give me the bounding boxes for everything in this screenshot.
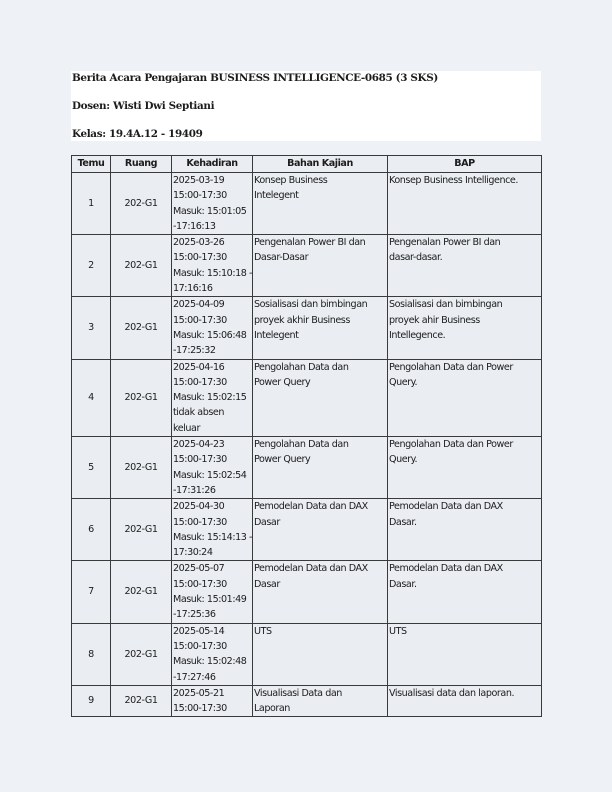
cell-kehadiran-line: 15:00-17:30 <box>173 640 227 652</box>
cell-bahan-kajian <box>253 437 388 499</box>
cell-kehadiran <box>172 297 253 359</box>
cell-kehadiran-line: 15:00-17:30 <box>173 376 227 388</box>
cell-bap <box>388 623 542 685</box>
cell-kehadiran-line: Masuk: 15:01:05 <box>173 205 247 217</box>
cell-bap-line: Visualisasi data dan laporan. <box>389 687 515 699</box>
document-title: Berita Acara Pengajaran BUSINESS INTELLIGENCE-0685 (3 SKS) <box>72 72 438 84</box>
cell-bap-line: Dasar. <box>389 516 417 528</box>
cell-bahan-kajian <box>253 297 388 359</box>
cell-temu: 2 <box>72 235 111 297</box>
cell-kehadiran <box>172 235 253 297</box>
cell-kehadiran-line: -17:16:13 <box>173 220 216 232</box>
cell-kehadiran-line: -17:25:32 <box>173 345 216 357</box>
cell-bap <box>388 173 542 235</box>
cell-kehadiran <box>172 359 253 436</box>
cell-bahan-kajian-line: Pengolahan Data dan <box>254 439 349 451</box>
cell-ruang: 202-G1 <box>111 561 172 623</box>
cell-bahan-kajian-line: Sosialisasi dan bimbingan <box>254 299 368 311</box>
cell-bahan-kajian-line: UTS <box>254 625 272 637</box>
cell-temu: 8 <box>72 623 111 685</box>
cell-bahan-kajian <box>253 685 388 717</box>
cell-bahan-kajian-line: Power Query <box>254 454 311 466</box>
cell-bahan-kajian-line: Pengenalan Power BI dan <box>254 237 366 249</box>
cell-kehadiran-line: -17:25:36 <box>173 609 216 621</box>
cell-kehadiran-line: keluar <box>173 422 200 434</box>
cell-kehadiran-line: Masuk: 15:02:15 <box>173 392 247 404</box>
cell-kehadiran-line: Masuk: 15:02:48 <box>173 656 247 668</box>
table-header-row <box>72 156 542 173</box>
cell-ruang: 202-G1 <box>111 359 172 436</box>
cell-bap-line: Pengolahan Data dan Power <box>389 361 513 373</box>
cell-temu: 5 <box>72 437 111 499</box>
cell-ruang: 202-G1 <box>111 499 172 561</box>
cell-kehadiran-line: 17:16:16 <box>173 283 213 295</box>
cell-bap-line: Sosialisasi dan bimbingan <box>389 299 503 311</box>
cell-kehadiran-line: 2025-04-16 <box>173 361 225 373</box>
cell-kehadiran-line: 2025-05-21 <box>173 687 225 699</box>
cell-temu: 1 <box>72 173 111 235</box>
cell-kehadiran-line: 17:30:24 <box>173 547 213 559</box>
cell-ruang: 202-G1 <box>111 173 172 235</box>
cell-kehadiran <box>172 499 253 561</box>
cell-bahan-kajian <box>253 561 388 623</box>
cell-kehadiran-line: Masuk: 15:14:13 - <box>173 531 253 543</box>
cell-bahan-kajian <box>253 173 388 235</box>
cell-bap-line: Pemodelan Data dan DAX <box>389 501 503 513</box>
cell-kehadiran-line: 15:00-17:30 <box>173 190 227 202</box>
cell-bahan-kajian <box>253 235 388 297</box>
cell-kehadiran-line: 2025-04-30 <box>173 501 225 513</box>
cell-bap-line: Query. <box>389 376 418 388</box>
column-header-temu: Temu <box>72 156 111 173</box>
cell-bap <box>388 235 542 297</box>
cell-temu: 7 <box>72 561 111 623</box>
table-row <box>72 359 542 436</box>
cell-bap-line: Pemodelan Data dan DAX <box>389 563 503 575</box>
cell-bahan-kajian-line: Intelegent <box>254 329 299 341</box>
cell-bap <box>388 297 542 359</box>
column-header-ruang: Ruang <box>111 156 172 173</box>
cell-bap-line: Intellegence. <box>389 329 446 341</box>
cell-ruang: 202-G1 <box>111 685 172 717</box>
document-header <box>71 71 541 141</box>
cell-kehadiran <box>172 173 253 235</box>
cell-kehadiran-line: 15:00-17:30 <box>173 516 227 528</box>
cell-kehadiran-line: 15:00-17:30 <box>173 454 227 466</box>
table-row <box>72 499 542 561</box>
cell-bahan-kajian-line: Dasar <box>254 516 280 528</box>
cell-temu: 3 <box>72 297 111 359</box>
table-row <box>72 561 542 623</box>
cell-bahan-kajian-line: Konsep Business <box>254 175 328 186</box>
table-row <box>72 173 542 235</box>
cell-kehadiran <box>172 437 253 499</box>
cell-bahan-kajian-line: Dasar <box>254 578 280 590</box>
cell-temu: 9 <box>72 685 111 717</box>
cell-bahan-kajian-line: Visualisasi Data dan <box>254 687 342 699</box>
attendance-table <box>71 155 542 717</box>
table-row <box>72 623 542 685</box>
cell-temu: 6 <box>72 499 111 561</box>
cell-bahan-kajian-line: Laporan <box>254 703 290 715</box>
cell-bap-line: Konsep Business Intelligence. <box>389 175 518 186</box>
cell-kehadiran-line: -17:31:26 <box>173 484 216 496</box>
cell-bahan-kajian-line: Dasar-Dasar <box>254 252 309 264</box>
cell-kehadiran-line: 2025-05-14 <box>173 625 225 637</box>
cell-bap <box>388 499 542 561</box>
cell-bap-line: Pengolahan Data dan Power <box>389 439 513 451</box>
cell-kehadiran-line: 2025-05-07 <box>173 563 225 575</box>
cell-kehadiran <box>172 685 253 717</box>
cell-bahan-kajian-line: Pemodelan Data dan DAX <box>254 563 368 575</box>
cell-bahan-kajian-line: proyek akhir Business <box>254 314 350 326</box>
lecturer-name: Dosen: Wisti Dwi Septiani <box>72 100 215 112</box>
cell-bahan-kajian-line: Pemodelan Data dan DAX <box>254 501 368 513</box>
cell-bap <box>388 685 542 717</box>
table-row <box>72 235 542 297</box>
cell-kehadiran-line: 15:00-17:30 <box>173 252 227 264</box>
cell-bahan-kajian <box>253 623 388 685</box>
cell-kehadiran <box>172 623 253 685</box>
cell-bap <box>388 359 542 436</box>
cell-kehadiran-line: Masuk: 15:06:48 <box>173 329 247 341</box>
table-row <box>72 297 542 359</box>
cell-bap <box>388 561 542 623</box>
cell-kehadiran-line: 15:00-17:30 <box>173 703 227 715</box>
cell-kehadiran-line: 2025-04-23 <box>173 439 225 451</box>
column-header-bahan-kajian: Bahan Kajian <box>253 156 388 173</box>
cell-kehadiran <box>172 561 253 623</box>
cell-kehadiran-line: 15:00-17:30 <box>173 578 227 590</box>
cell-bap-line: UTS <box>389 625 407 637</box>
cell-bahan-kajian-line: Pengolahan Data dan <box>254 361 349 373</box>
cell-kehadiran-line: 2025-03-26 <box>173 237 225 249</box>
cell-bahan-kajian-line: Intelegent <box>254 190 299 202</box>
cell-kehadiran-line: Masuk: 15:01:49 <box>173 594 247 606</box>
cell-bahan-kajian <box>253 499 388 561</box>
cell-bap-line: proyek ahir Business <box>389 314 480 326</box>
cell-bahan-kajian <box>253 359 388 436</box>
cell-kehadiran-line: 2025-03-19 <box>173 175 225 186</box>
class-info: Kelas: 19.4A.12 - 19409 <box>72 128 203 140</box>
cell-ruang: 202-G1 <box>111 623 172 685</box>
table-row <box>72 685 542 717</box>
table-row <box>72 437 542 499</box>
cell-bap-line: Query. <box>389 454 418 466</box>
cell-kehadiran-line: 15:00-17:30 <box>173 314 227 326</box>
cell-bap-line: dasar-dasar. <box>389 252 443 264</box>
cell-ruang: 202-G1 <box>111 297 172 359</box>
cell-ruang: 202-G1 <box>111 437 172 499</box>
cell-bap-line: Pengenalan Power BI dan <box>389 237 501 249</box>
cell-kehadiran-line: Masuk: 15:02:54 <box>173 469 247 481</box>
cell-kehadiran-line: 2025-04-09 <box>173 299 225 311</box>
cell-bahan-kajian-line: Power Query <box>254 376 311 388</box>
cell-ruang: 202-G1 <box>111 235 172 297</box>
cell-kehadiran-line: -17:27:46 <box>173 671 216 683</box>
cell-temu: 4 <box>72 359 111 436</box>
column-header-bap: BAP <box>388 156 542 173</box>
cell-bap-line: Dasar. <box>389 578 417 590</box>
column-header-kehadiran: Kehadiran <box>172 156 253 173</box>
cell-kehadiran-line: tidak absen <box>173 407 225 419</box>
cell-bap <box>388 437 542 499</box>
cell-kehadiran-line: Masuk: 15:10:18 - <box>173 267 253 279</box>
